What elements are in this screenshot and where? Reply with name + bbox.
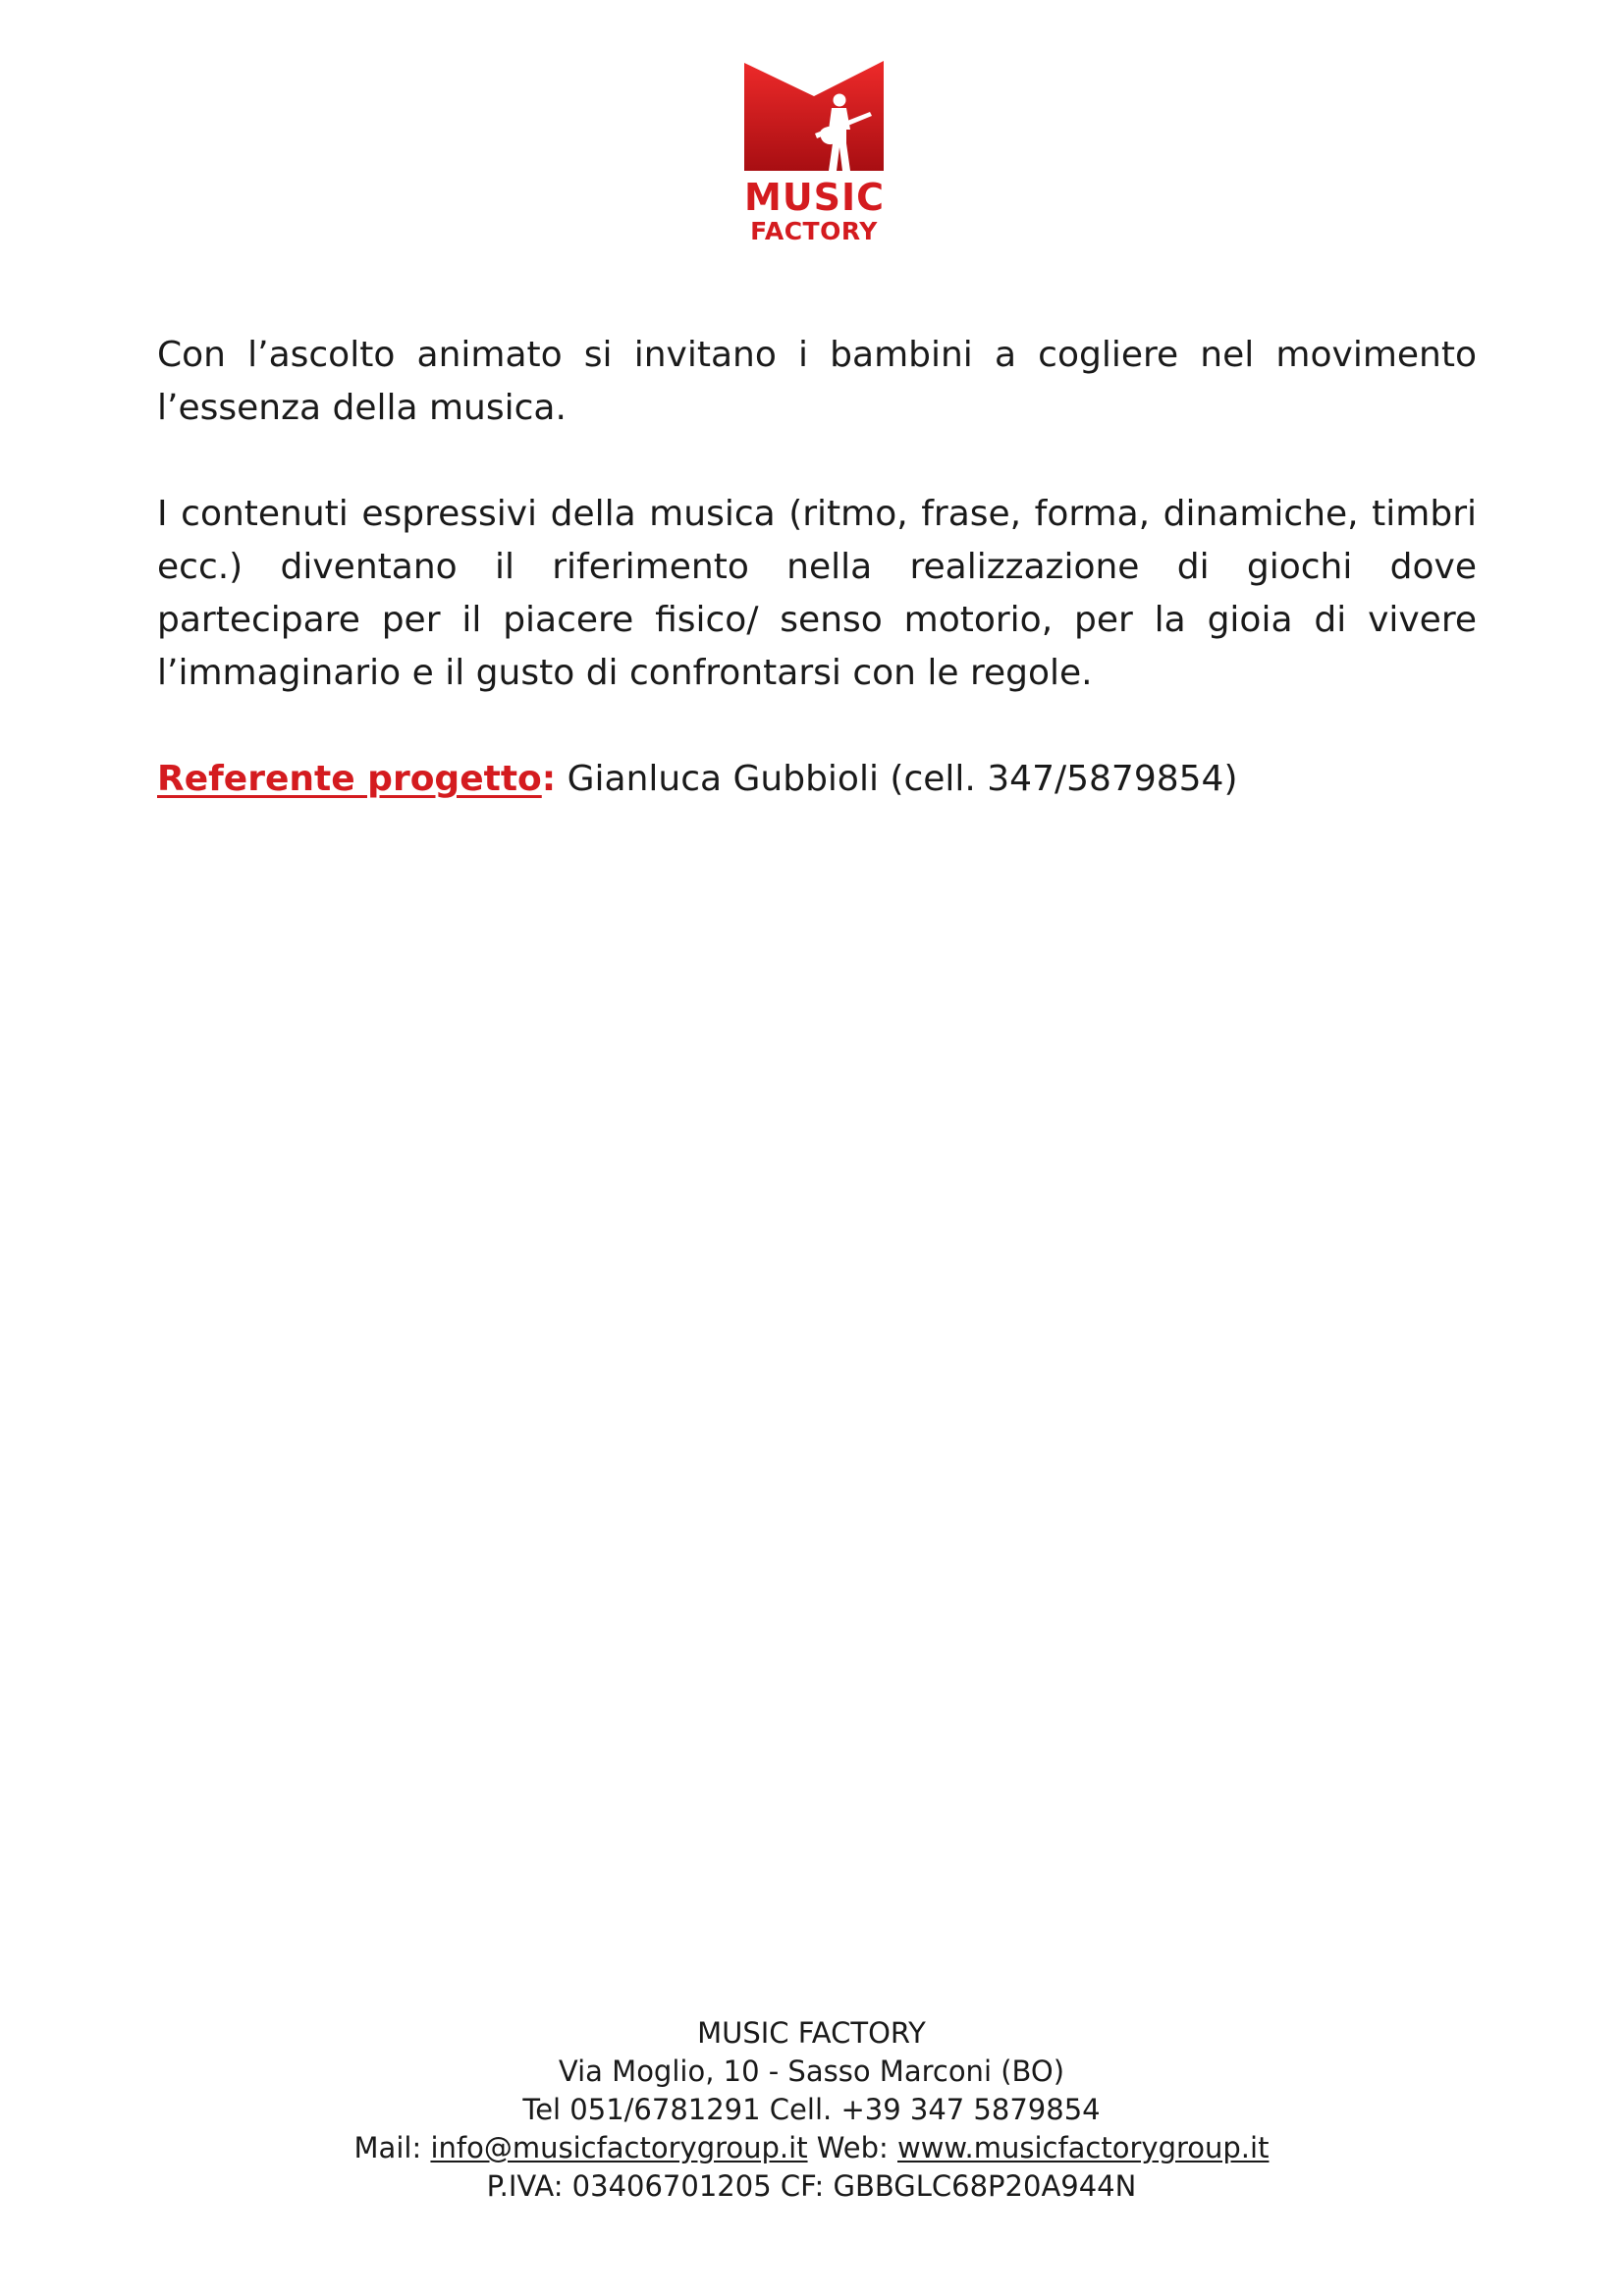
logo-text-music: MUSIC bbox=[744, 176, 886, 219]
footer-fiscal: P.IVA: 03406701205 CF: GBBGLC68P20A944N bbox=[486, 2169, 1137, 2203]
footer-company: MUSIC FACTORY bbox=[697, 2016, 926, 2050]
project-contact-value: Gianluca Gubbioli (cell. 347/5879854) bbox=[556, 759, 1238, 799]
project-contact-colon: : bbox=[541, 759, 557, 799]
music-factory-logo bbox=[744, 61, 884, 249]
guitarist-silhouette-icon bbox=[744, 61, 884, 179]
footer-address: Via Moglio, 10 - Sasso Marconi (BO) bbox=[558, 2055, 1065, 2088]
footer-mail-label: Mail: bbox=[353, 2131, 431, 2164]
footer-web-link[interactable]: www.musicfactorygroup.it bbox=[897, 2131, 1270, 2164]
project-contact-label: Referente progetto bbox=[157, 759, 542, 799]
logo-text-factory: FACTORY bbox=[750, 217, 878, 245]
letterhead-footer bbox=[0, 2014, 1623, 2206]
project-contact-line bbox=[157, 753, 1477, 806]
footer-mail-link[interactable]: info@musicfactorygroup.it bbox=[430, 2131, 808, 2164]
footer-contacts bbox=[0, 2129, 1623, 2167]
footer-phones: Tel 051/6781291 Cell. +39 347 5879854 bbox=[522, 2093, 1101, 2126]
document-body bbox=[157, 329, 1477, 806]
paragraph-contenuti-espressivi: I contenuti espressivi della musica (ritmo, frase, forma, dinamiche, timbri ecc.) diventano il riferimento nella realizzazione di giochi dove partecipare per il piacere fisico/ senso motorio, per la gioia di vivere l’immaginario e il gusto di confrontarsi con le regole. bbox=[157, 494, 1477, 693]
footer-web-label: Web: bbox=[807, 2131, 897, 2164]
paragraph-ascolto-animato: Con l’ascolto animato si invitano i bambini a cogliere nel movimento l’essenza della musica. bbox=[157, 335, 1477, 428]
